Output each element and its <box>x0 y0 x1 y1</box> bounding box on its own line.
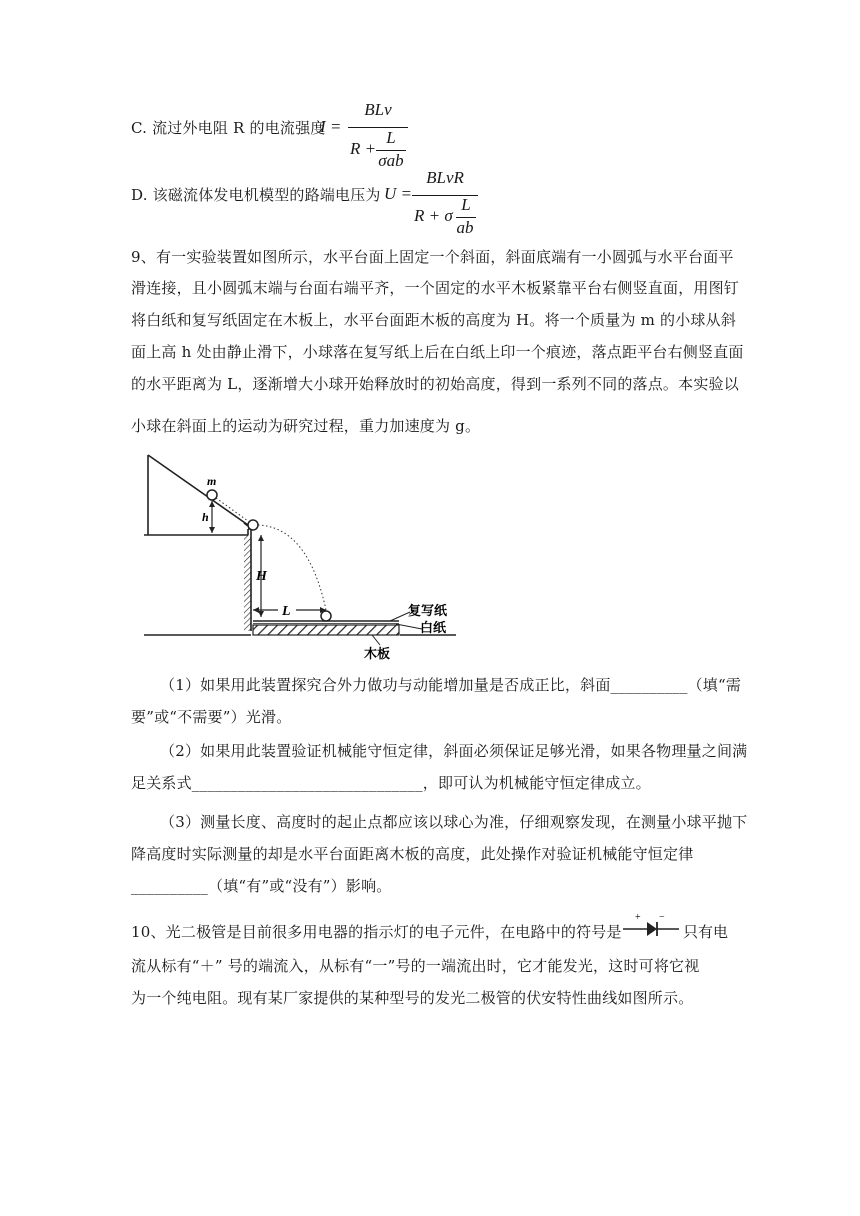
q9-sub1: （1）如果用此装置探究合外力做功与动能增加量是否成正比，斜面__________（填“需 <box>160 676 742 694</box>
option-d-numerator: BLvR <box>426 168 464 187</box>
q9-sub3: __________（填“有”或“没有”）影响。 <box>131 877 392 895</box>
board <box>253 625 399 635</box>
q9-line: 将白纸和复写纸固定在木板上，水平台面距木板的高度为 H。将一个质量为 m 的小球从斜 <box>131 311 737 329</box>
label-carbon-paper: 复写纸 <box>408 603 448 618</box>
q9-line: 滑连接，且小圆弧末端与台面右端平齐，一个固定的水平木板紧靠平台右侧竖直面，用图钉 <box>131 279 740 297</box>
label-L: L <box>282 604 291 619</box>
q10-line: 流从标有“＋” 号的端流入，从标有“一”号的一端流出时，它才能发光，这时可将它视 <box>131 957 700 975</box>
label-h: h <box>202 510 209 524</box>
option-d-inner-num: L <box>461 195 471 214</box>
label-board: 木板 <box>364 646 391 661</box>
option-c-den-prefix: R + <box>350 139 377 158</box>
ball-landing <box>321 611 331 621</box>
trajectory <box>258 525 326 610</box>
q9-line: 9、有一实验装置如图所示，水平台面上固定一个斜面，斜面底端有一小圆弧与水平台面平 <box>131 248 734 266</box>
svg-text:+: + <box>635 912 641 923</box>
q9-sub3: （3）测量长度、高度时的起止点都应该以球心为准，仔细观察发现，在测量小球平抛下 <box>160 813 748 831</box>
label-H: H <box>256 569 267 584</box>
option-c-text: C. 流过外电阻 R 的电流强度 <box>131 119 326 137</box>
q9-sub1: 要”或“不需要”）光滑。 <box>131 708 292 726</box>
ball-on-incline <box>207 490 217 500</box>
label-white-paper: 白纸 <box>420 620 447 635</box>
option-d-lhs: U = <box>384 184 412 203</box>
q9-line: 小球在斜面上的运动为研究过程，重力加速度为 g。 <box>131 417 481 435</box>
label-m: m <box>207 474 217 488</box>
q9-sub2: （2）如果用此装置验证机械能守恒定律，斜面必须保证足够光滑，如果各物理量之间满 <box>160 742 748 760</box>
q9-apparatus-figure <box>140 445 460 665</box>
diode-symbol-icon <box>621 911 681 941</box>
q10-line1-b: 只有电 <box>683 923 729 941</box>
q10-line: 为一个纯电阻。现有某厂家提供的某种型号的发光二极管的伏安特性曲线如图所示。 <box>131 989 694 1007</box>
option-d-den-prefix: R + σ <box>414 206 453 225</box>
option-c-inner-den: σab <box>378 151 404 170</box>
option-d-text: D. 该磁流体发电机模型的路端电压为 <box>131 186 381 204</box>
option-d-inner-den: ab <box>456 218 474 237</box>
q9-line: 面上高 h 处由静止滑下，小球落在复写纸上后在白纸上印一个痕迹，落点距平台右侧竖直面 <box>131 343 744 361</box>
q9-line: 的水平距离为 L，逐渐增大小球开始释放时的初始高度，得到一系列不同的落点。本实验以 <box>131 375 739 393</box>
q9-sub2: 足关系式______________________________，即可认为机械能守恒定律成立。 <box>131 774 651 792</box>
q9-sub3: 降高度时实际测量的却是水平台面距离木板的高度，此处操作对验证机械能守恒定律 <box>131 845 694 863</box>
ball-at-edge <box>248 520 258 530</box>
ball-path-incline <box>216 498 248 521</box>
incline-surface <box>148 455 248 525</box>
option-c-inner-num: L <box>386 128 396 147</box>
platform-wall-hatch <box>244 535 251 631</box>
option-c-numerator: BLv <box>364 100 392 119</box>
q10-line1-a: 10、光二极管是目前很多用电器的指示灯的电子元件，在电路中的符号是 <box>131 923 622 941</box>
option-c-lhs: I = <box>320 117 342 136</box>
svg-text:−: − <box>659 912 665 923</box>
